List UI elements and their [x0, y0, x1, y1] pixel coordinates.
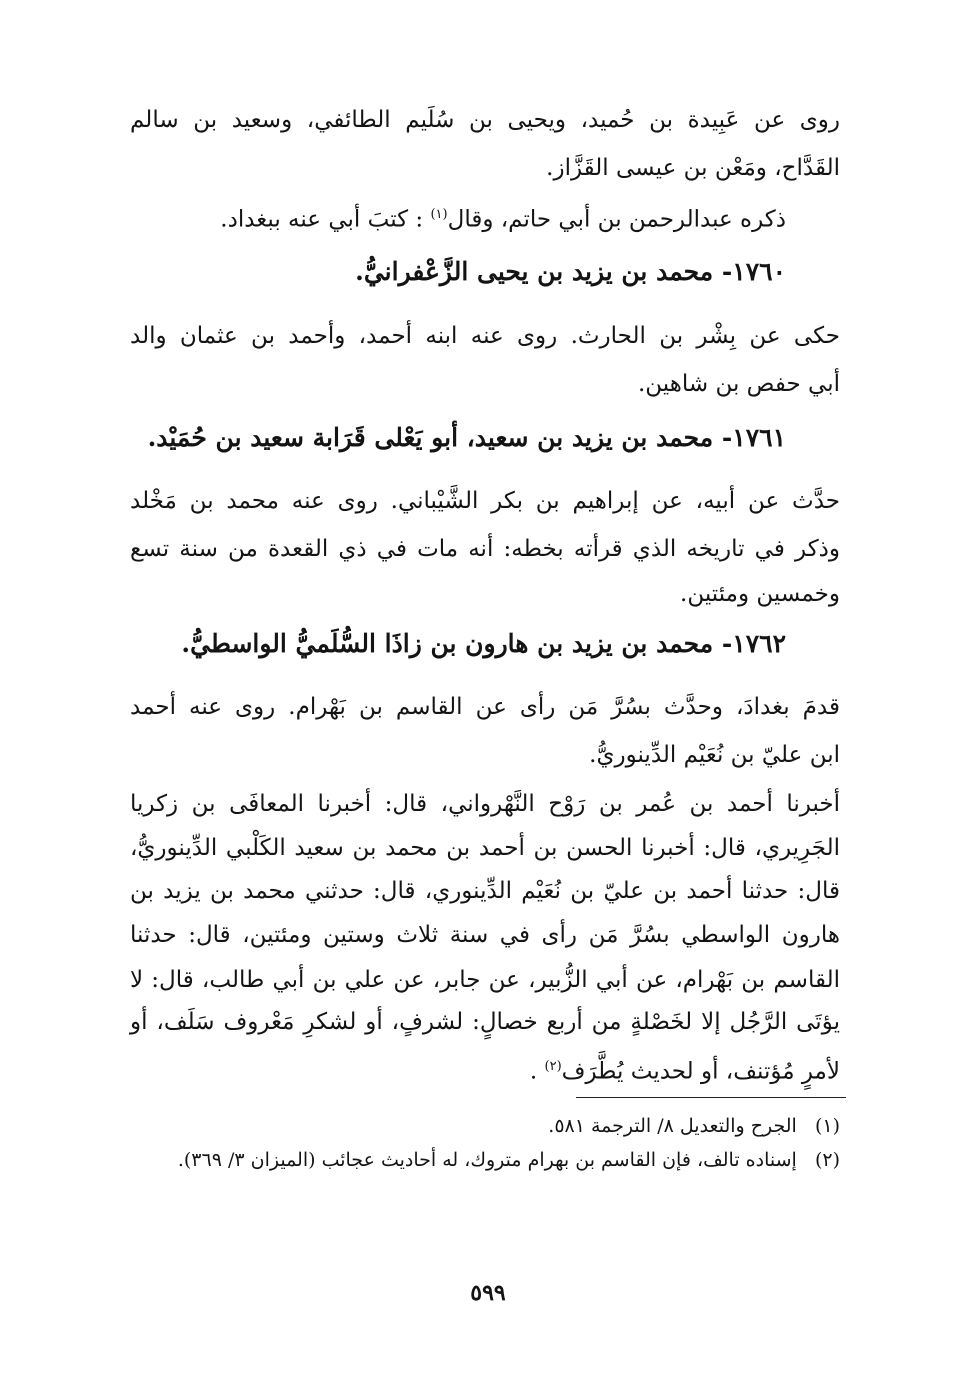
- entry-1759-citation: [130, 197, 786, 238]
- citation-text: ذكره عبدالرحمن بن أبي حاتم، وقال: [447, 206, 786, 233]
- entry-heading-1760: ١٧٦٠- محمد بن يزيد بن يحيى الزَّعْفرانيُّ.: [355, 257, 786, 286]
- footnote-2-text: إسناده تالف، فإن القاسم بن بهرام متروك، له أحاديث عجائب (الميزان ٣/ ٣٦٩).: [177, 1149, 797, 1171]
- entry-heading-1761: ١٧٦١- محمد بن يزيد بن سعيد، أبو يَعْلى قَرَابة سعيد بن حُمَيْد.: [147, 423, 786, 452]
- footnote-ref-2[interactable]: (٢): [544, 1059, 562, 1074]
- isnad-line-7: [130, 1049, 840, 1090]
- isnad-line-4: هارون الواسطي بسُرَّ مَن رأى في سنة ثلاث وستين ومئتين، قال: حدثنا: [130, 922, 840, 948]
- isnad-line-2: الجَرِيري، قال: أخبرنا الحسن بن أحمد بن محمد بن سعيد الكَلْبي الدِّينوريُّ،: [130, 835, 840, 861]
- footnote-2: [130, 1146, 840, 1174]
- footnote-1: [130, 1112, 840, 1140]
- entry-1759-text-line-1: روى عن عَبِيدة بن حُميد، ويحيى بن سُلَيم الطائفي، وسعيد بن سالم: [130, 107, 840, 133]
- entry-1760-text-line-1: حكى عن بِشْر بن الحارث. روى عنه ابنه أحمد، وأحمد بن عثمان والد: [130, 323, 840, 349]
- entry-1760-text-line-2: أبي حفص بن شاهين.: [637, 371, 840, 397]
- entry-1761-text-line-2: وذكر في تاريخه الذي قرأته بخطه: أنه مات في ذي القعدة من سنة تسع: [130, 536, 840, 562]
- hadith-text-end: لأمرٍ مُؤتنف، أو لحديث يُطَّرَف: [561, 1058, 840, 1085]
- entry-heading-1762: ١٧٦٢- محمد بن يزيد بن هارون بن زاذَا السُّلَميُّ الواسطيُّ.: [181, 629, 786, 658]
- citation-text-end: : كتبَ أبي عنه ببغداد.: [220, 206, 424, 233]
- isnad-line-1: أخبرنا أحمد بن عُمر بن رَوْح النَّهْرواني، قال: أخبرنا المعافَى بن زكريا: [130, 791, 840, 817]
- entry-1759-text-line-2: القَدَّاح، ومَعْن بن عيسى القَزَّاز.: [546, 155, 840, 181]
- footnote-1-number: (١): [814, 1115, 840, 1137]
- hadith-period: .: [529, 1058, 538, 1085]
- entry-1761-text-line-3: وخمسين ومئتين.: [680, 581, 840, 607]
- isnad-line-3: قال: حدثنا أحمد بن عليّ بن نُعَيْم الدِّينوري، قال: حدثني محمد بن يزيد بن: [130, 878, 840, 904]
- entry-1762-text-line-1: قدمَ بغدادَ، وحدَّث بسُرَّ مَن رأى عن القاسم بن بَهْرام. روى عنه أحمد: [130, 694, 840, 720]
- footnote-1-text: الجرح والتعديل ٨/ الترجمة ٥٨١.: [548, 1115, 797, 1137]
- footnote-separator: [576, 1097, 846, 1098]
- footnote-ref-1[interactable]: (١): [430, 207, 448, 222]
- isnad-line-5: القاسم بن بَهْرام، عن أبي الزُّبير، عن جابر، عن علي بن أبي طالب، قال: لا: [130, 967, 840, 993]
- isnad-line-6: يؤتَى الرَّجُل إلا لخَصْلةٍ من أربع خصالٍ: لشرفٍ، أو لشكرِ مَعْروف سَلَف، أو: [130, 1009, 840, 1035]
- entry-1762-text-line-2: ابن عليّ بن نُعَيْم الدِّينوريُّ.: [589, 742, 840, 768]
- entry-1761-text-line-1: حدَّث عن أبيه، عن إبراهيم بن بكر الشَّيْباني. روى عنه محمد بن مَخْلد: [130, 488, 840, 514]
- page-number: ٥٩٩: [470, 1280, 506, 1306]
- footnote-2-number: (٢): [814, 1149, 840, 1171]
